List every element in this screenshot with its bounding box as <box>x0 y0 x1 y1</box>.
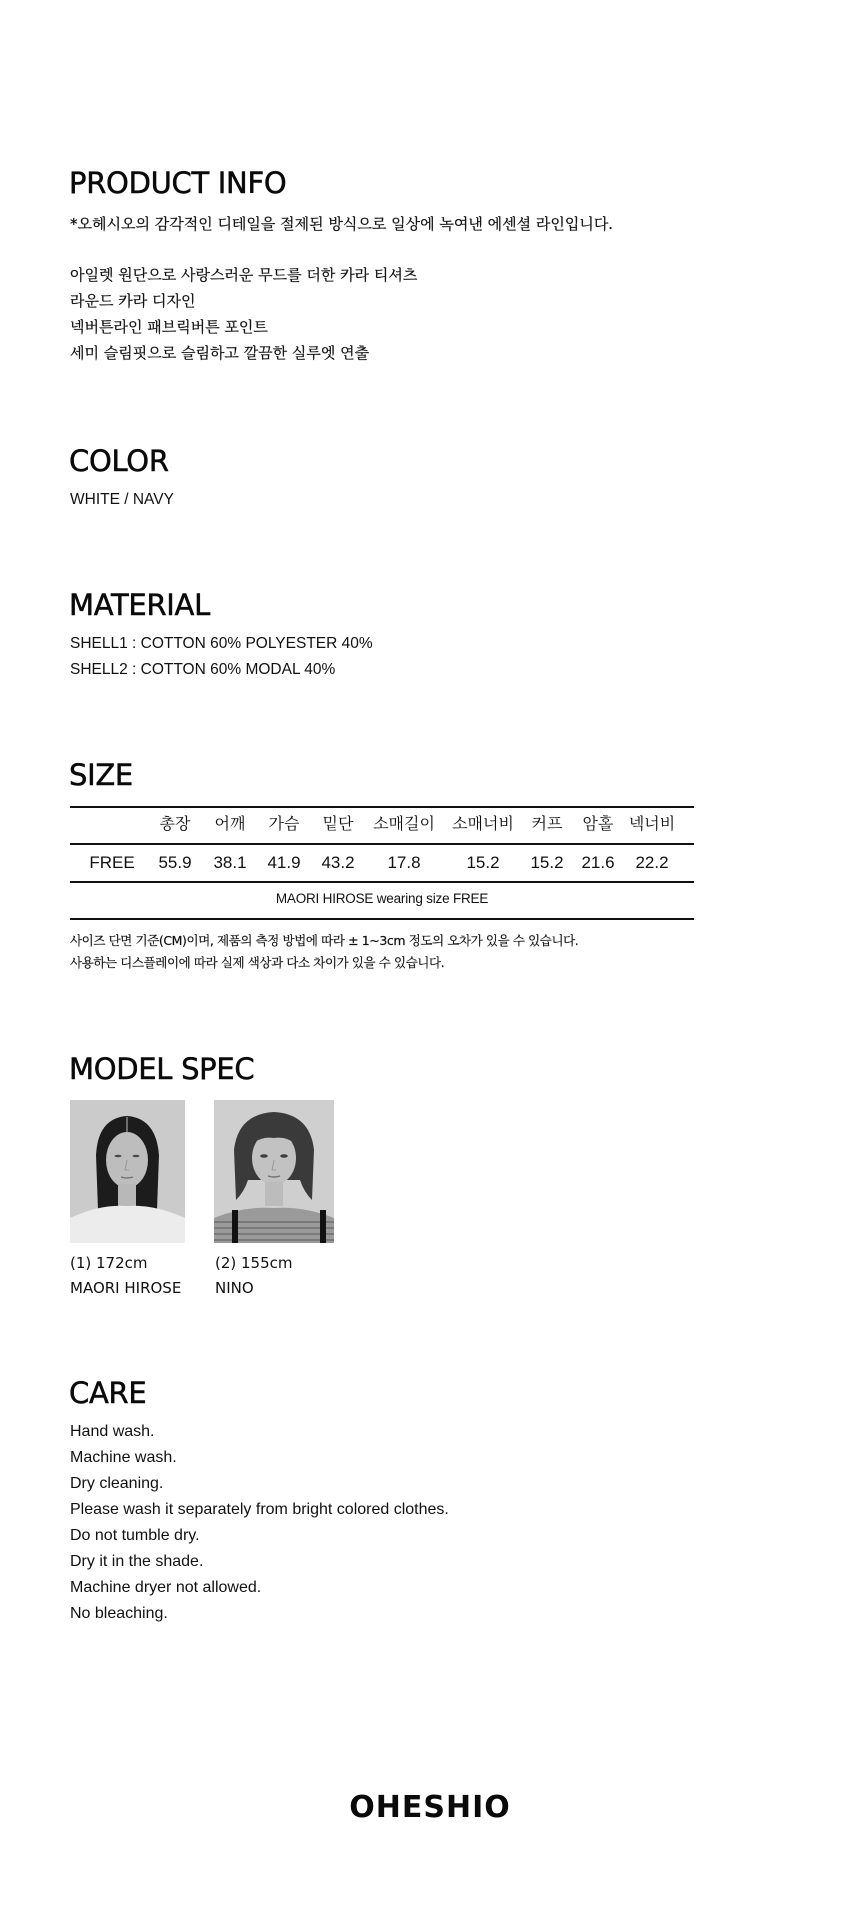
product-info-heading: PRODUCT INFO <box>69 166 287 200</box>
model-portrait-image <box>214 1100 334 1243</box>
column-header: 커프 <box>531 814 563 833</box>
table-cell: 15.2 <box>530 853 564 872</box>
care-instruction: No bleaching. <box>70 1605 168 1622</box>
material-heading: MATERIAL <box>69 588 210 622</box>
feature-item: 아일렛 원단으로 사랑스러운 무드를 더한 카라 티셔츠 <box>70 266 418 284</box>
column-header: 암홀 <box>582 814 614 833</box>
care-instruction: Machine dryer not allowed. <box>70 1579 262 1596</box>
care-instruction: Do not tumble dry. <box>70 1527 200 1544</box>
table-cell: 22.2 <box>635 853 669 872</box>
size-note: 사용하는 디스플레이에 따라 실제 색상과 다소 차이가 있을 수 있습니다. <box>70 955 445 970</box>
size-label: FREE <box>89 853 135 872</box>
brand-logo: OHESHIO <box>349 1790 511 1825</box>
column-header: 소매너비 <box>452 814 514 833</box>
table-rule-mid <box>70 843 694 845</box>
table-cell: 21.6 <box>581 853 615 872</box>
wearing-note: MAORI HIROSE wearing size FREE <box>275 891 489 906</box>
table-cell: 15.2 <box>466 853 500 872</box>
care-heading: CARE <box>69 1376 147 1410</box>
table-cell: 41.9 <box>267 853 301 872</box>
material-line: SHELL2 : COTTON 60% MODAL 40% <box>70 661 336 678</box>
color-heading: COLOR <box>69 444 169 478</box>
product-tagline: *오헤시오의 감각적인 디테일을 절제된 방식으로 일상에 녹여낸 에센셜 라인입니다. <box>70 215 614 233</box>
table-rule-lower <box>70 881 694 883</box>
care-instruction: Dry it in the shade. <box>70 1553 204 1570</box>
table-rule-top <box>70 806 694 808</box>
column-header: 어깨 <box>214 814 246 833</box>
size-note: 사이즈 단면 기준(CM)이며, 제품의 측정 방법에 따라 ± 1~3cm 정도의 오차가 있을 수 있습니다. <box>70 933 579 948</box>
model-photo-2 <box>214 1100 334 1243</box>
color-value: WHITE / NAVY <box>70 491 174 508</box>
care-instruction: Please wash it separately from bright colored clothes. <box>70 1501 449 1518</box>
size-heading: SIZE <box>69 758 133 792</box>
care-instruction: Hand wash. <box>70 1423 155 1440</box>
column-header: 밑단 <box>322 814 354 833</box>
model-2-height: (2) 155cm <box>215 1254 293 1272</box>
model-1-height: (1) 172cm <box>70 1254 148 1272</box>
column-header: 가슴 <box>268 814 300 833</box>
table-cell: 17.8 <box>387 853 421 872</box>
table-cell: 55.9 <box>158 853 192 872</box>
material-line: SHELL1 : COTTON 60% POLYESTER 40% <box>70 635 373 652</box>
model-photo-1 <box>70 1100 185 1243</box>
feature-item: 라운드 카라 디자인 <box>70 292 196 310</box>
model-spec-heading: MODEL SPEC <box>69 1052 255 1086</box>
column-header: 소매길이 <box>373 814 435 833</box>
column-header: 총장 <box>159 814 191 833</box>
model-1-name: MAORI HIROSE <box>70 1279 182 1297</box>
table-cell: 43.2 <box>321 853 355 872</box>
model-portrait-image <box>70 1100 185 1243</box>
care-instruction: Machine wash. <box>70 1449 177 1466</box>
table-cell: 38.1 <box>213 853 247 872</box>
care-instruction: Dry cleaning. <box>70 1475 164 1492</box>
table-rule-bottom <box>70 918 694 920</box>
model-2-name: NINO <box>215 1279 254 1297</box>
feature-item: 넥버튼라인 패브릭버튼 포인트 <box>70 318 268 336</box>
feature-item: 세미 슬림핏으로 슬림하고 깔끔한 실루엣 연출 <box>70 344 370 362</box>
column-header: 넥너비 <box>628 814 676 833</box>
